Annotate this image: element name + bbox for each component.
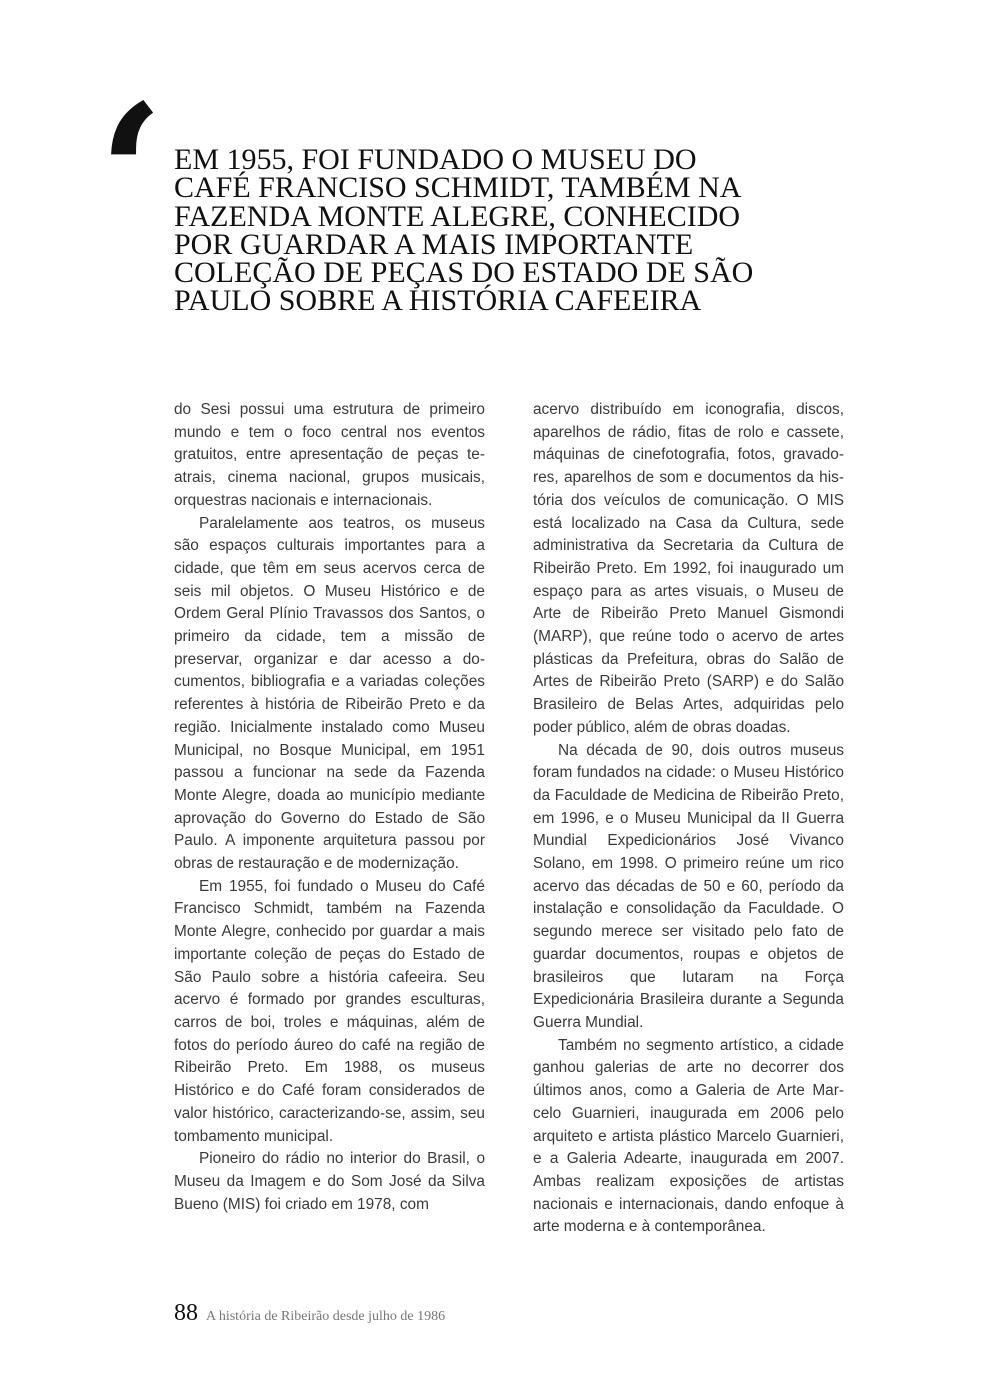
- pull-quote: [174, 143, 774, 318]
- opening-quote-mark: ‘: [98, 63, 165, 286]
- page-footer: [174, 1300, 445, 1327]
- pull-quote-line: PAULO SOBRE A HISTÓRIA CAFEEIRA: [174, 284, 702, 318]
- paragraph: Também no segmento artístico, a cidade ganhou galerias de arte no decorrer dos últimos anos, como a Galeria de Arte Marcelo Guarnieri, inaugurada em 2006 pelo arquiteto e artista plástico Marcelo Guarnieri, e a Galeria Adearte, inaugurada em 2007. Ambas realizam exposições de artistas nacionais e internacionais, dando enfoque à arte moderna e à contemporânea.: [533, 1036, 844, 1236]
- paragraph: Na década de 90, dois outros museus foram fundados na cidade: o Museu Histórico da Faculdade de Medicina de Ribeirão Preto, em 1996, e o Museu Municipal da II Guerra Mundial Expedicionários José Vivanco Solano, em 1998. O primeiro reúne um rico acervo das décadas de 50 e 60, período da instalação e consolidação da Faculdade. O segundo merece ser visitado pelo fato de guardar documentos, roupas e objetos de brasileiros que lutaram na Força Expedicionária Brasileira durante a Segunda Guerra Mundial.: [533, 741, 844, 1031]
- page-number: 88: [174, 1300, 198, 1326]
- pull-quote-line: FAZENDA MONTE ALEGRE, CONHECIDO: [174, 199, 741, 233]
- left-text-column: [174, 399, 485, 1216]
- pull-quote-line: POR GUARDAR A MAIS IMPORTANTE: [174, 227, 694, 261]
- pull-quote-line: COLEÇÃO DE PEÇAS DO ESTADO DE SÃO: [174, 256, 754, 290]
- pull-quote-line: EM 1955, FOI FUNDADO O MUSEU DO: [174, 143, 697, 176]
- paragraph: do Sesi possui uma estrutura de primeiro mundo e tem o foco central nos eventos gratuitos, entre apresentação de peças teatrais, cinema nacional, grupos musicais, orquestras nacionais e internacionais.: [174, 401, 485, 509]
- right-text-column: [533, 399, 844, 1239]
- paragraph: acervo distribuído em iconografia, discos, aparelhos de rádio, fitas de rolo e cassete, máquinas de cinefotografia, fotos, gravadores, aparelhos de som e documentos da história dos veículos de comunicação. O MIS está localizado na Casa da Cultura, sede administrativa da Secretaria da Cultura de Ribeirão Preto. Em 1992, foi inaugurado um espaço para as artes visuais, o Museu de Arte de Ribeirão Preto Manuel Gismondi (MARP), que reúne todo o acervo de artes plásticas da Prefeitura, obras do Salão de Artes de Ribeirão Preto (SARP) e do Salão Brasileiro de Belas Artes, adquiridas pelo poder público, além de obras doadas.: [533, 401, 844, 736]
- paragraph: Paralelamente aos teatros, os museus são espaços culturais importantes para a cidade, que têm em seus acervos cerca de seis mil objetos. O Museu Histórico e de Ordem Geral Plínio Travassos dos Santos, o primeiro da cidade, tem a missão de preservar, organizar e dar acesso a documentos, bibliografia e a variadas coleções referentes à história de Ribeirão Preto e da região. Inicialmente instalado como Museu Municipal, no Bosque Municipal, em 1951 passou a funcionar na sede da Fazenda Monte Alegre, doada ao município mediante aprovação do Governo do Estado de São Paulo. A imponente arquitetura passou por obras de restauração e de modernização.: [174, 514, 485, 873]
- running-title: A história de Ribeirão desde julho de 1986: [206, 1309, 446, 1324]
- paragraph: Pioneiro do rádio no interior do Brasil, o Museu da Imagem e do Som José da Silva Bueno (MIS) foi criado em 1978, com: [174, 1150, 485, 1213]
- paragraph: Em 1955, foi fundado o Museu do Café Francisco Schmidt, também na Fazenda Monte Alegre, conhecido por guardar a mais importante coleção de peças do Estado de São Paulo sobre a história cafeeira. Seu acervo é formado por grandes esculturas, carros de boi, troles e máquinas, além de fotos do período áureo do café na região de Ribeirão Preto. Em 1988, os museus Histórico e do Café foram considerados de valor histórico, caracterizando-se, assim, seu tombamento municipal.: [174, 877, 485, 1145]
- pull-quote-line: CAFÉ FRANCISO SCHMIDT, TAMBÉM NA: [174, 171, 742, 205]
